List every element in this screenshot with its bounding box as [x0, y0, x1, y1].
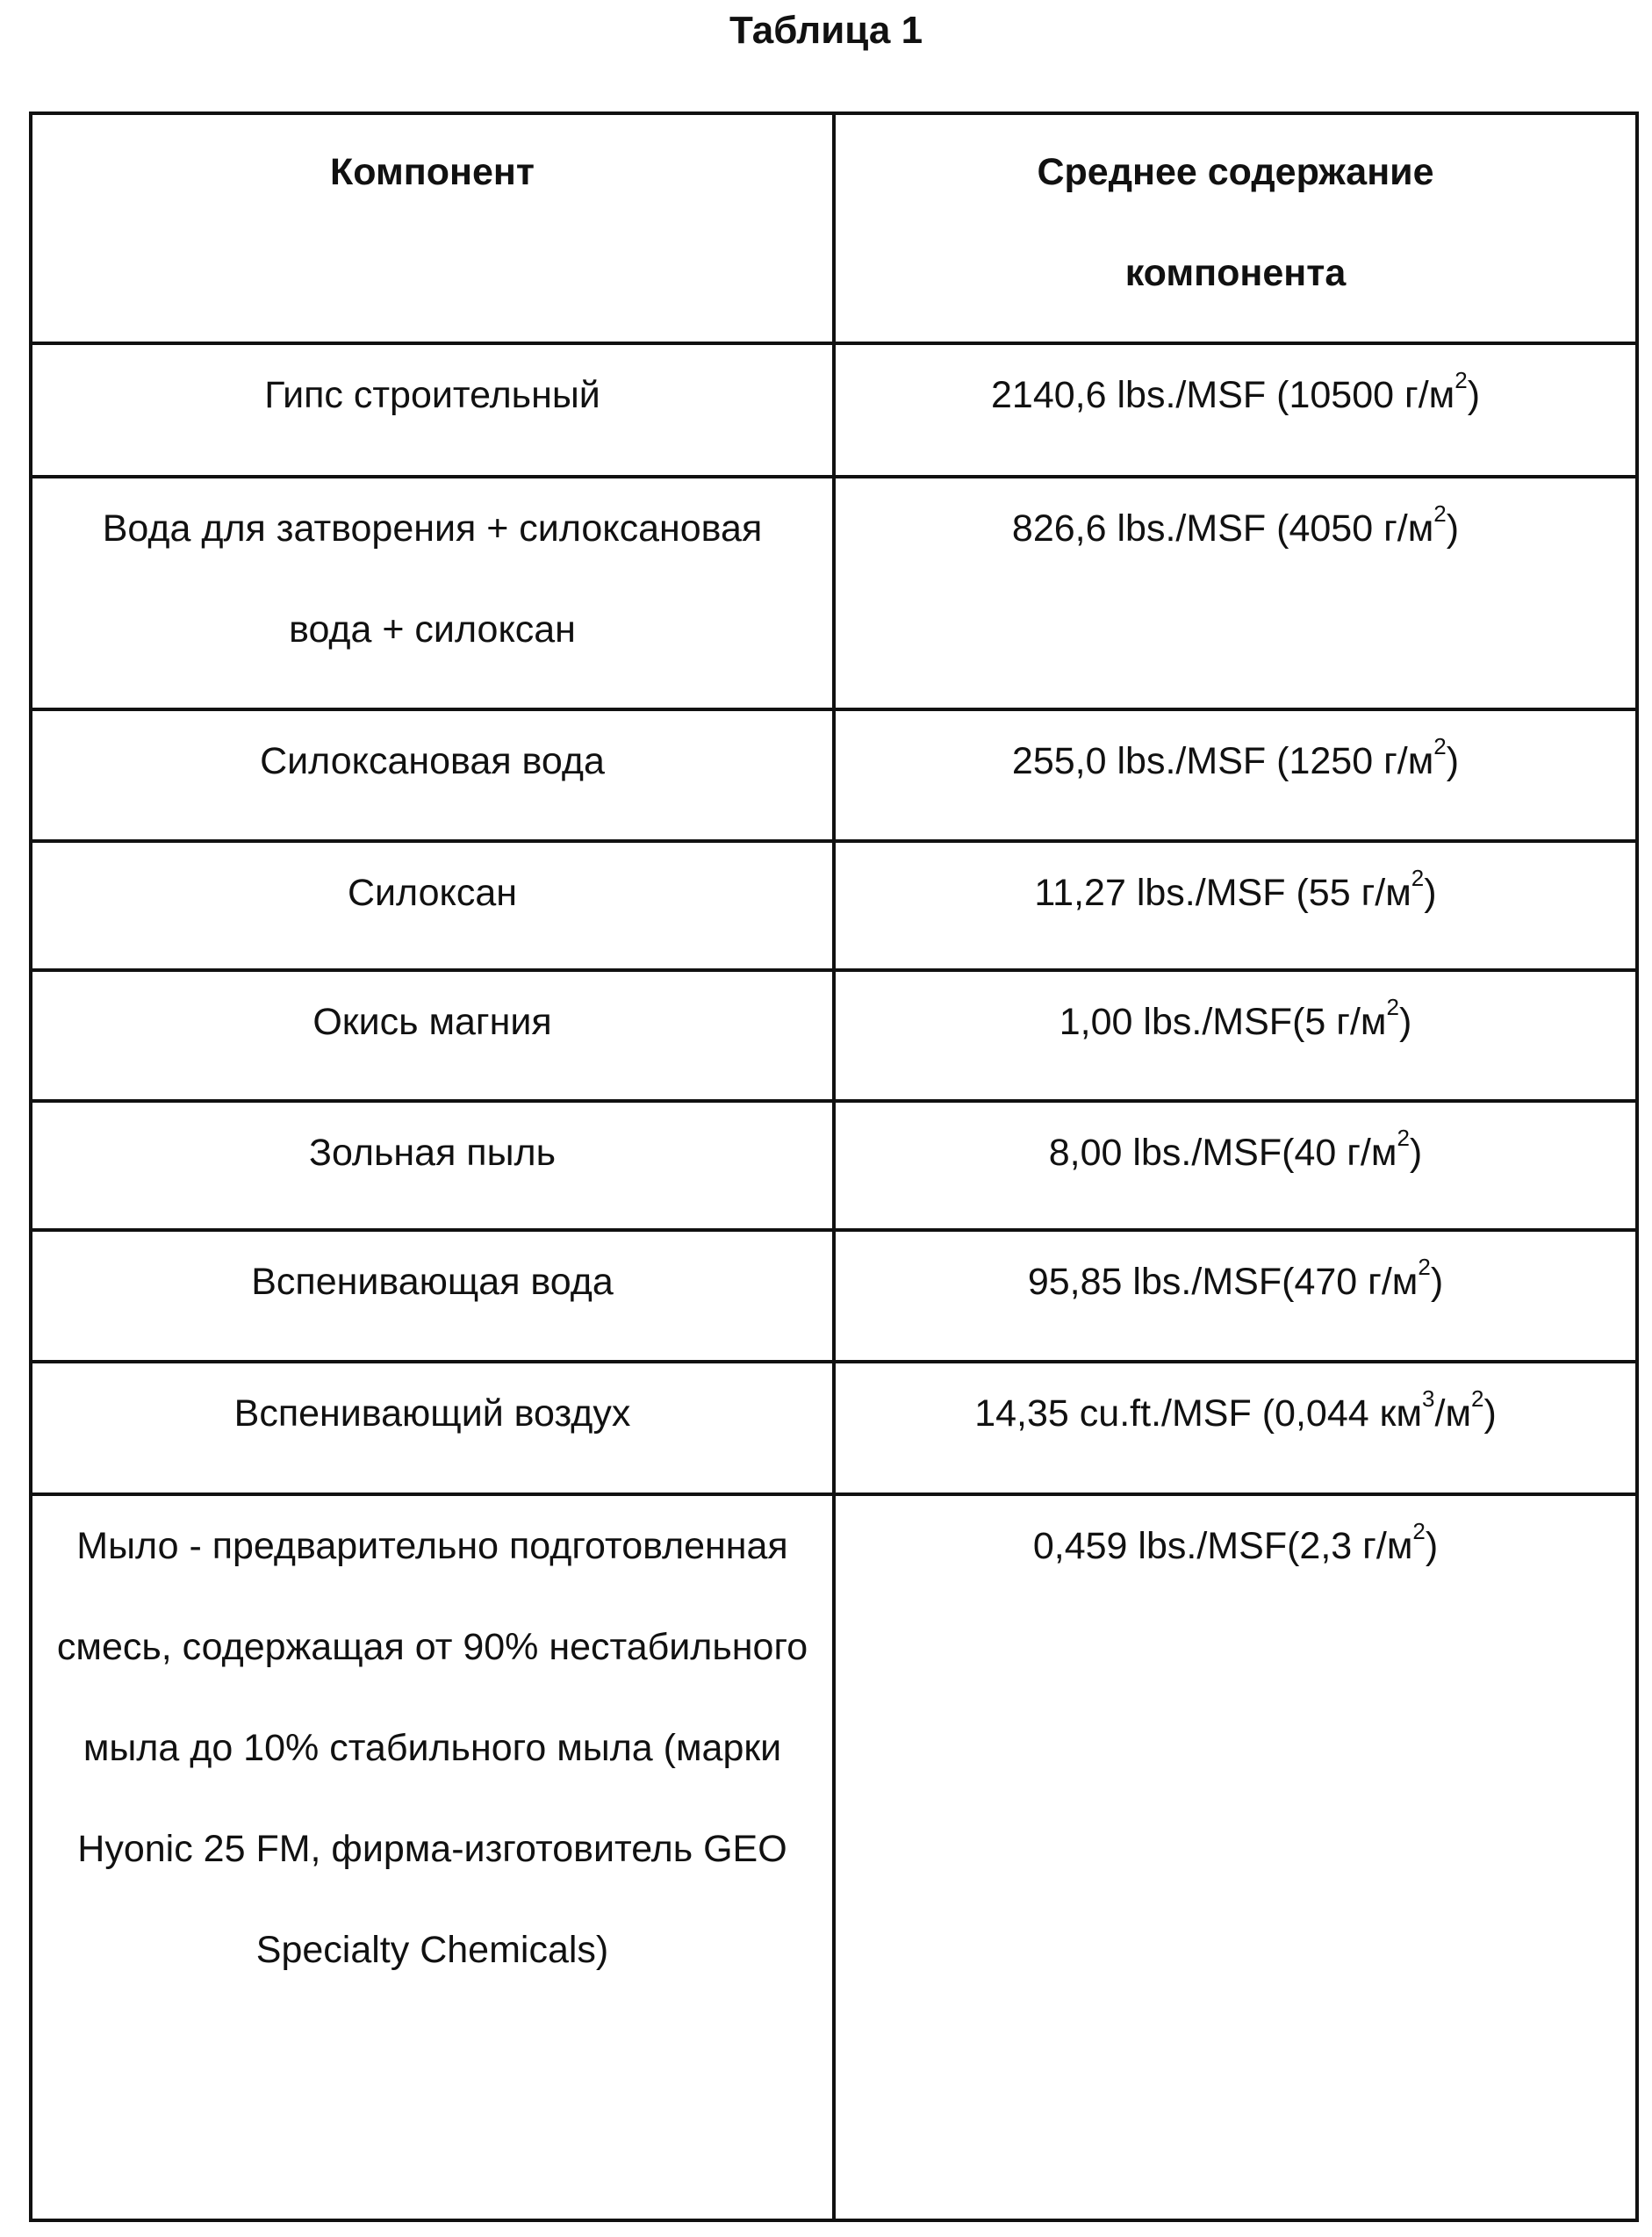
- component-cell: Вспенивающая вода: [31, 1230, 834, 1362]
- table-row: [31, 1362, 1637, 1494]
- content-cell: 95,85 lbs./MSF(470 г/м2): [834, 1230, 1637, 1362]
- content-cell: 8,00 lbs./MSF(40 г/м2): [834, 1101, 1637, 1230]
- table-title: Таблица 1: [0, 9, 1652, 53]
- component-cell: Окись магния: [31, 970, 834, 1101]
- header-component: Компонент: [31, 113, 834, 343]
- superscript: 2: [1418, 1254, 1430, 1280]
- component-cell: Силоксан: [31, 841, 834, 970]
- component-cell: Силоксановая вода: [31, 709, 834, 841]
- superscript: 3: [1422, 1385, 1434, 1412]
- content-cell: 14,35 cu.ft./MSF (0,044 км3/м2): [834, 1362, 1637, 1494]
- table-row: [31, 477, 1637, 709]
- superscript: 2: [1433, 733, 1446, 759]
- table-row: [31, 1494, 1637, 2220]
- component-cell: Вода для затворения + силоксановая вода + силоксан: [31, 477, 834, 709]
- components-table: [29, 111, 1639, 2222]
- superscript: 2: [1454, 367, 1467, 393]
- table-row: [31, 1101, 1637, 1230]
- component-cell: Вспенивающий воздух: [31, 1362, 834, 1494]
- content-cell: 0,459 lbs./MSF(2,3 г/м2): [834, 1494, 1637, 2220]
- superscript: 2: [1411, 865, 1424, 891]
- table-row: [31, 841, 1637, 970]
- superscript: 2: [1412, 1518, 1425, 1544]
- content-cell: 2140,6 lbs./MSF (10500 г/м2): [834, 343, 1637, 477]
- content-cell: 255,0 lbs./MSF (1250 г/м2): [834, 709, 1637, 841]
- table-header-row: [31, 113, 1637, 343]
- component-cell: Гипс строительный: [31, 343, 834, 477]
- superscript: 2: [1471, 1385, 1483, 1412]
- superscript: 2: [1386, 994, 1398, 1020]
- content-cell: 1,00 lbs./MSF(5 г/м2): [834, 970, 1637, 1101]
- table-row: [31, 709, 1637, 841]
- superscript: 2: [1433, 500, 1446, 527]
- component-cell: Зольная пыль: [31, 1101, 834, 1230]
- superscript: 2: [1397, 1125, 1409, 1151]
- content-cell: 11,27 lbs./MSF (55 г/м2): [834, 841, 1637, 970]
- component-cell: Мыло - предварительно подготовленная смесь, содержащая от 90% нестабильного мыла до 10% стабильного мыла (марки Hyonic 25 FM, фирма-изготовитель GEO Specialty Chemicals): [31, 1494, 834, 2220]
- table-row: [31, 343, 1637, 477]
- header-average-content: Среднее содержание компонента: [834, 113, 1637, 343]
- table-row: [31, 1230, 1637, 1362]
- table-row: [31, 970, 1637, 1101]
- content-cell: 826,6 lbs./MSF (4050 г/м2): [834, 477, 1637, 709]
